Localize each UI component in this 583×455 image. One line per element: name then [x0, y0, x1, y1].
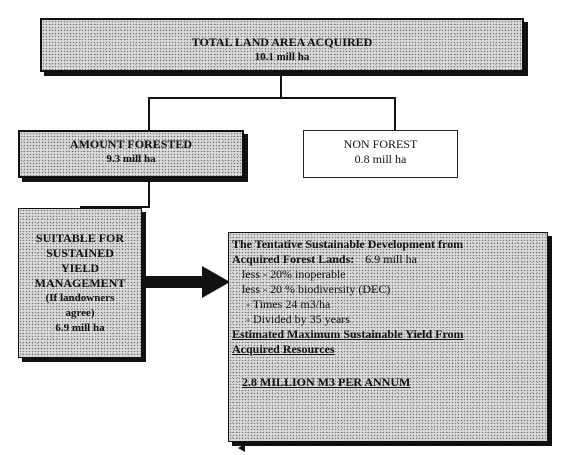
- development-item: - Times 24 m3/ha: [246, 297, 331, 311]
- total-land-area-value: 10.1 mill ha: [254, 51, 310, 63]
- connector-right-vertical: [394, 97, 396, 130]
- estimate-heading-line1: Estimated Maximum Sustainable Yield From: [232, 327, 464, 341]
- total-land-area-box: [40, 18, 524, 72]
- small-left-arrow-icon: [238, 444, 246, 452]
- suitable-for-sustained-yield-box: [18, 208, 142, 358]
- suitable-value: 6.9 mill ha: [55, 322, 105, 334]
- amount-forested-value: 9.3 mill ha: [106, 153, 156, 165]
- development-item: less - 20% inoperable: [242, 267, 346, 281]
- connector-left-vertical: [148, 97, 150, 130]
- development-heading-line1: The Tentative Sustainable Development from: [232, 237, 464, 251]
- estimate-heading-line2: Acquired Resources: [232, 342, 335, 356]
- development-heading-value: 6.9 mill ha: [365, 252, 417, 266]
- non-forest-title: NON FOREST: [343, 137, 418, 151]
- sustainable-development-box: [228, 232, 548, 442]
- estimate-result: 2.8 MILLION M3 PER ANNUM: [242, 375, 411, 389]
- suitable-line: YIELD: [60, 261, 99, 275]
- suitable-line: SUITABLE FOR: [35, 231, 125, 245]
- development-item: less - 20 % biodiversity (DEC): [242, 282, 391, 296]
- development-heading-line2: Acquired Forest Lands:: [232, 252, 355, 266]
- connector-forested-to-suitable: [148, 178, 150, 208]
- connector-horizontal: [148, 97, 396, 99]
- amount-forested-title: AMOUNT FORESTED: [69, 137, 193, 151]
- amount-forested-box: [18, 130, 244, 178]
- suitable-line: (If landowners: [45, 292, 115, 304]
- total-land-area-title: TOTAL LAND AREA ACQUIRED: [191, 35, 373, 49]
- non-forest-box: [303, 130, 458, 178]
- suitable-line: MANAGEMENT: [34, 276, 126, 290]
- development-item: - Divided by 35 years: [246, 312, 350, 326]
- non-forest-value: 0.8 mill ha: [354, 152, 407, 166]
- suitable-line: agree): [65, 307, 95, 319]
- arrow-right-icon: [142, 266, 230, 298]
- development-heading-line2-row: [232, 252, 547, 267]
- suitable-line: SUSTAINED: [46, 246, 114, 260]
- connector-top-vertical: [280, 72, 282, 98]
